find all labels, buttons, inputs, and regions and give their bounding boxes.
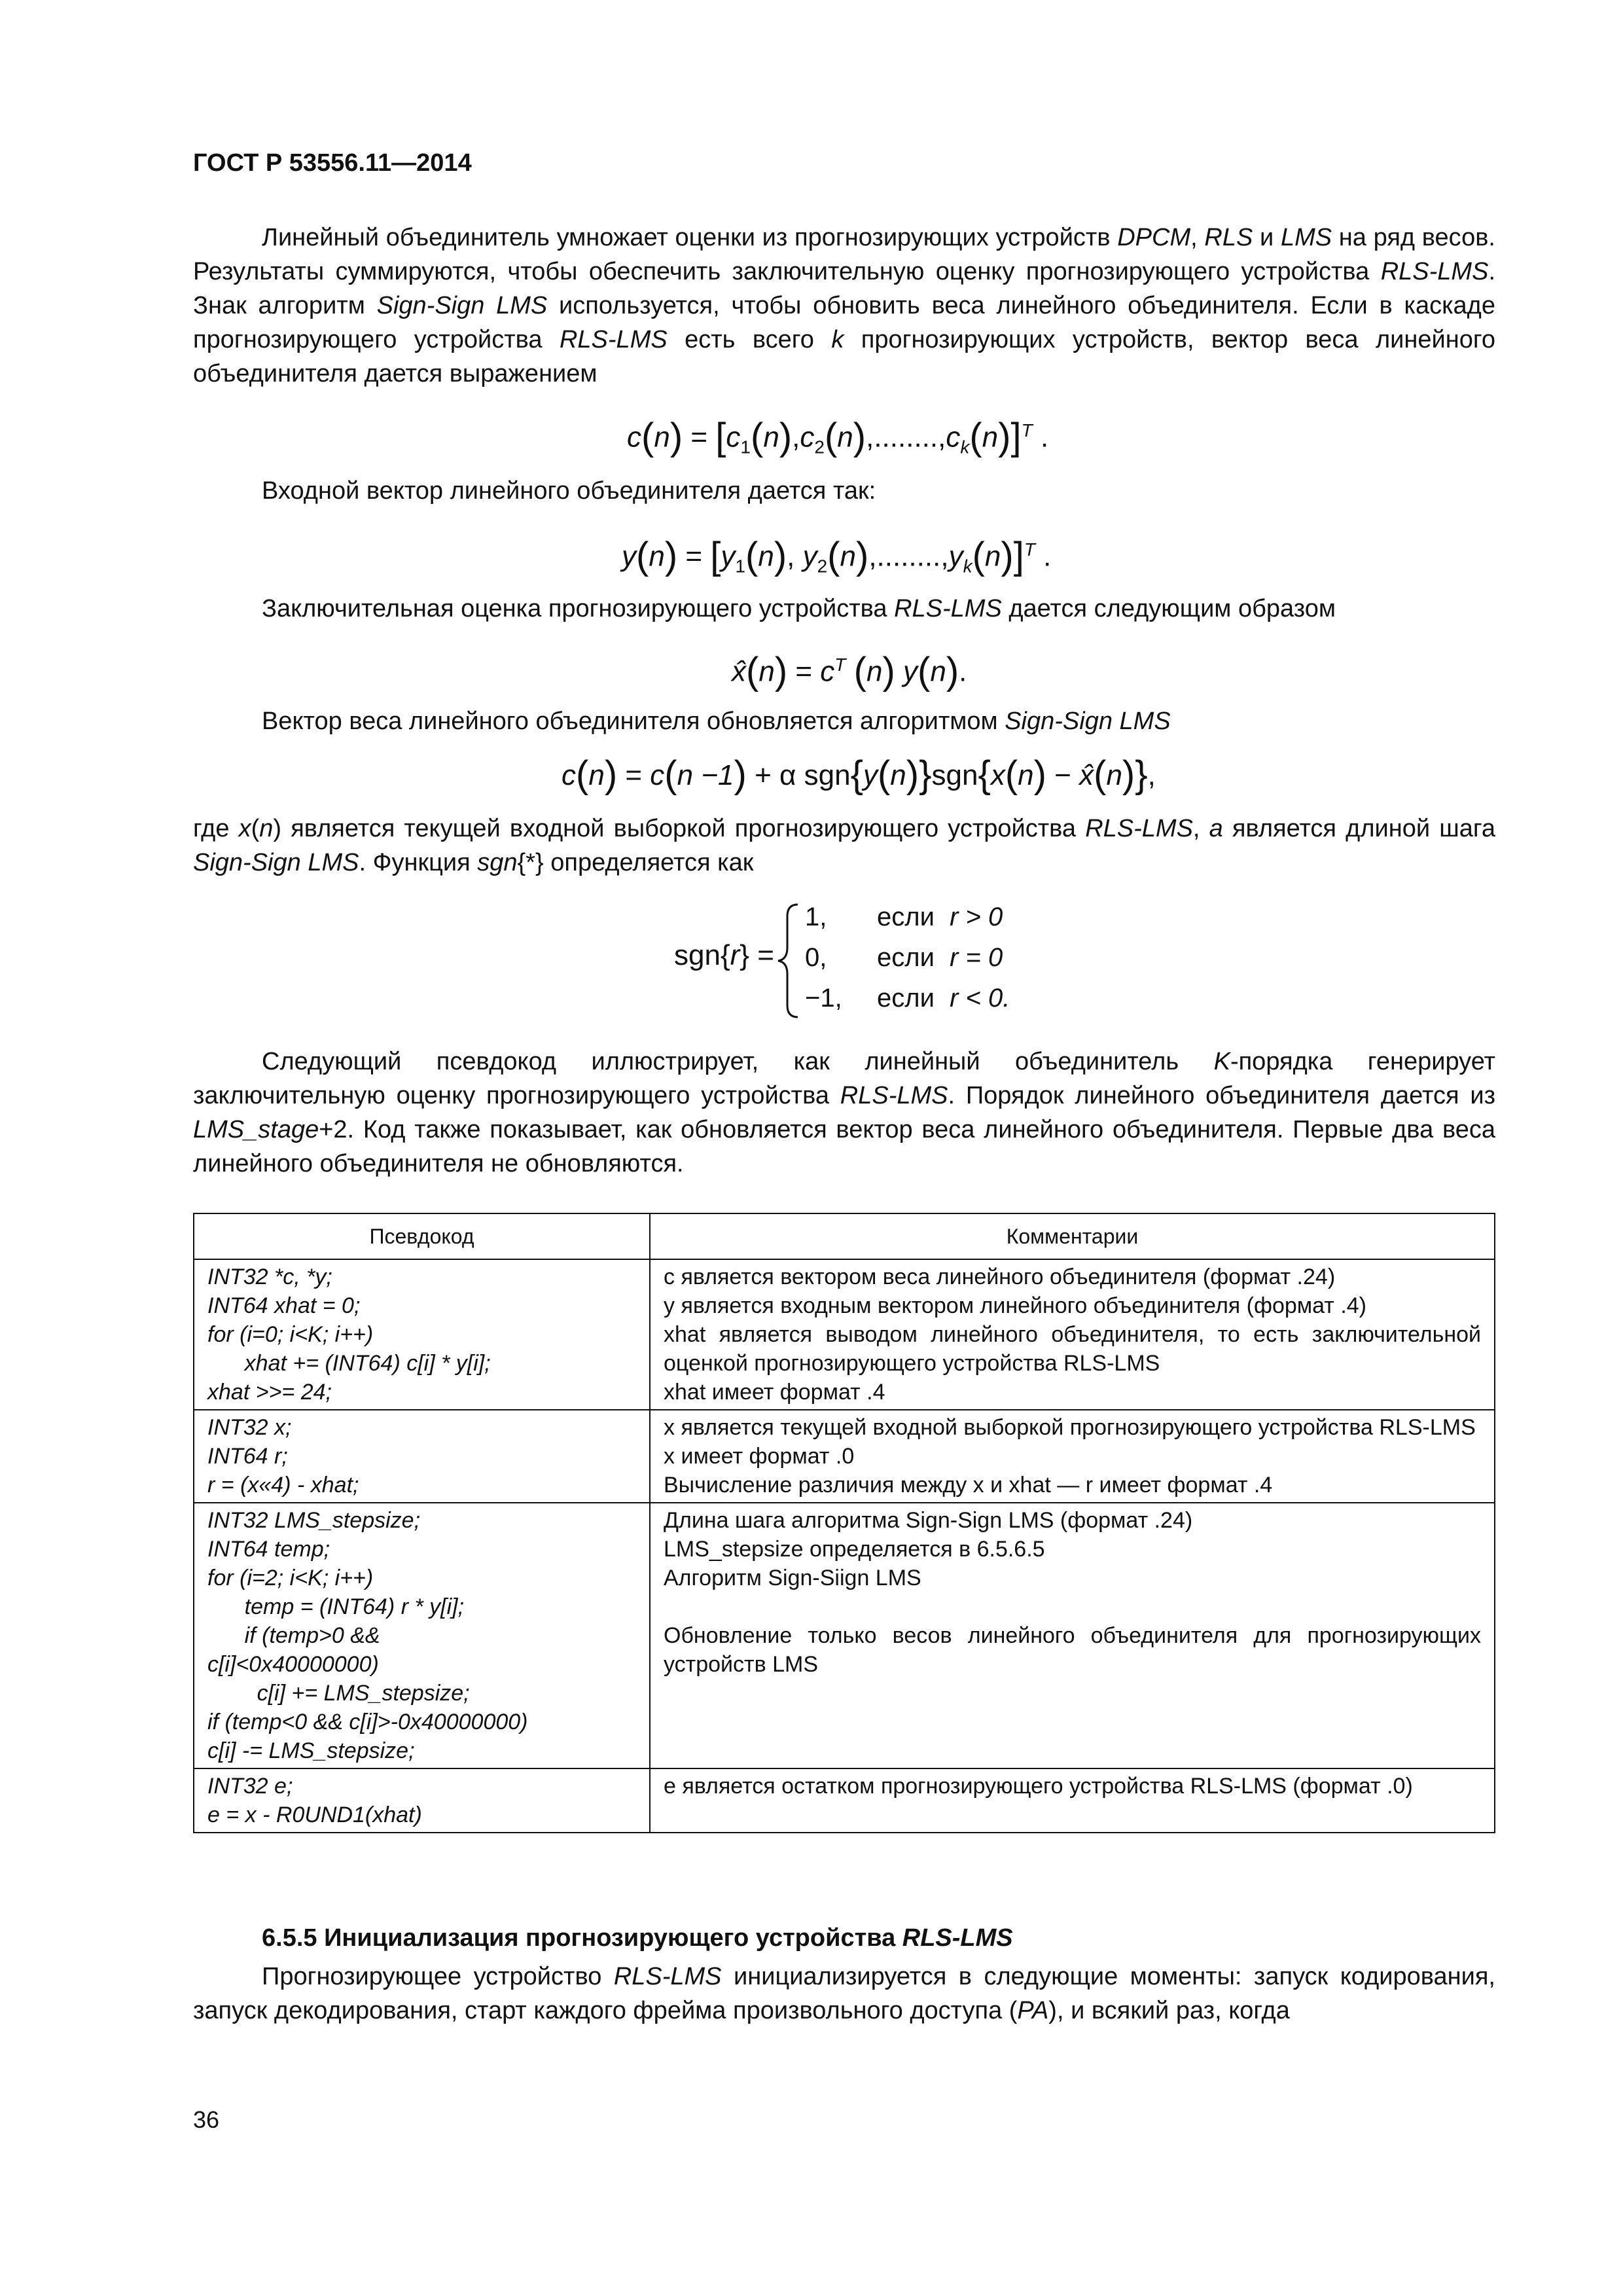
text: n bbox=[259, 815, 274, 842]
pseudocode-table bbox=[193, 1213, 1495, 1833]
text: если bbox=[877, 943, 935, 972]
text: n bbox=[654, 421, 670, 454]
text: x̂ bbox=[732, 655, 746, 688]
text: c bbox=[627, 421, 641, 454]
text: LMS_stage bbox=[193, 1116, 319, 1143]
text: ( bbox=[251, 815, 260, 842]
case-row-1 bbox=[805, 897, 1010, 937]
code-line: c[i] -= LMS_stepsize; bbox=[207, 1738, 415, 1763]
code-line: INT64 xhat = 0; bbox=[207, 1293, 361, 1318]
section-heading bbox=[262, 1924, 1013, 1952]
text: ), и всякий раз, когда bbox=[1048, 1997, 1290, 2024]
text: y bbox=[948, 540, 963, 573]
table-row bbox=[194, 1259, 1495, 1410]
code-line: INT32 e; bbox=[207, 1774, 293, 1799]
text: RLS-LMS bbox=[894, 595, 1002, 622]
code-line: INT64 temp; bbox=[207, 1537, 330, 1562]
text: . Функция bbox=[359, 849, 478, 876]
text: sgn{ bbox=[674, 939, 730, 971]
formula-weight-update: c(n) = c(n −1) + α sgn{y(n)}sgn{x(n) − x̂(n)}, bbox=[562, 753, 1156, 796]
text: n bbox=[930, 655, 946, 688]
code-line: r = (x«4) - xhat; bbox=[207, 1473, 359, 1498]
text: Sign-Sign LMS bbox=[193, 849, 359, 876]
text: RLS-LMS bbox=[840, 1082, 948, 1109]
text: x̂ bbox=[1079, 759, 1094, 791]
text: x bbox=[238, 815, 251, 842]
text: является длиной шага bbox=[1222, 815, 1495, 842]
text: Заключительная оценка прогнозирующего устройства bbox=[262, 595, 895, 622]
formula-input-vector: $y(n) = [y_1(n)$, $y_2(n),........,y_k(n)]^T$ . bbox=[622, 534, 1052, 577]
comment-cell bbox=[650, 1503, 1495, 1768]
text: + α sgn bbox=[755, 759, 851, 791]
text: . Порядок линейного объединителя дается из bbox=[948, 1082, 1495, 1109]
text: если bbox=[877, 984, 935, 1013]
text: r < 0. bbox=[950, 984, 1010, 1013]
comment-line: Вычисление различия между x и xhat — r имеет формат .4 bbox=[664, 1473, 1273, 1498]
text: n bbox=[758, 655, 775, 688]
code-line: xhat += (INT64) c[i] * y[i]; bbox=[207, 1351, 491, 1376]
paragraph-4 bbox=[262, 704, 1171, 738]
code-line: temp = (INT64) r * y[i]; bbox=[207, 1594, 465, 1619]
text: r > 0 bbox=[950, 903, 1003, 931]
text: 1 bbox=[740, 437, 751, 457]
text: 1 bbox=[735, 556, 745, 577]
text: −1, bbox=[805, 984, 842, 1013]
text: , bbox=[1192, 815, 1209, 842]
text: r bbox=[730, 939, 740, 971]
comment-line bbox=[664, 1592, 1481, 1621]
text: n bbox=[866, 655, 883, 688]
column-header-pseudocode: Псевдокод bbox=[194, 1213, 650, 1259]
text: , bbox=[1190, 224, 1205, 251]
text: RLS-LMS bbox=[613, 1963, 722, 1990]
code-line: if (temp>0 && bbox=[207, 1623, 380, 1648]
paragraph-1 bbox=[193, 221, 1495, 391]
code-cell bbox=[194, 1503, 650, 1768]
text: n bbox=[588, 759, 605, 791]
code-line: INT64 r; bbox=[207, 1444, 288, 1469]
code-line: INT32 *c, *y; bbox=[207, 1265, 332, 1289]
comment-line: e является остатком прогнозирующего устройства RLS-LMS (формат .0) bbox=[664, 1774, 1413, 1799]
comment-line: x имеет формат .0 bbox=[664, 1444, 855, 1469]
formula-final-estimate: x̂(n) = $c^T$ (n) y(n). bbox=[732, 649, 967, 692]
code-line: c[i]<0x40000000) bbox=[207, 1652, 379, 1677]
comment-line: Алгоритм Sign-Siign LMS bbox=[664, 1566, 921, 1590]
code-cell bbox=[194, 1259, 650, 1410]
text: где bbox=[193, 815, 239, 842]
text: Sign-Sign LMS bbox=[1005, 708, 1171, 735]
text: RLS-LMS bbox=[1085, 815, 1193, 842]
section-title: Инициализация прогнозирующего устройства bbox=[324, 1924, 902, 1952]
text: sgn bbox=[477, 849, 518, 876]
text: есть всего bbox=[667, 326, 832, 353]
code-line: for (i=2; i<K; i++) bbox=[207, 1566, 374, 1590]
text: используется, чтобы обновить веса линейного объединителя. Если в каскаде прогнозирующего устройства bbox=[193, 292, 1495, 353]
code-cell bbox=[194, 1768, 650, 1833]
text: -порядка генерирует заключительную оценку прогнозирующего устройства bbox=[193, 1048, 1496, 1109]
table-row bbox=[194, 1503, 1495, 1768]
case-row-3 bbox=[805, 978, 1010, 1018]
text: T bbox=[1024, 539, 1035, 560]
paragraph-2: Входной вектор линейного объединителя дается так: bbox=[262, 477, 876, 505]
comment-line: xhat является выводом линейного объединителя, то есть заключительной оценкой прогнозирующего устройства RLS-LMS bbox=[664, 1322, 1481, 1376]
text: sgn bbox=[931, 759, 978, 791]
text: } = bbox=[740, 939, 774, 971]
text: c bbox=[800, 421, 815, 454]
text: ,........, bbox=[868, 540, 949, 573]
comment-line: c является вектором веса линейного объединителя (формат .24) bbox=[664, 1265, 1336, 1289]
text: LMS bbox=[1280, 224, 1332, 251]
table-row bbox=[194, 1410, 1495, 1503]
text: y bbox=[802, 540, 817, 573]
text: RLS-LMS bbox=[1380, 258, 1489, 285]
text: и bbox=[1253, 224, 1281, 251]
comment-line: Длина шага алгоритма Sign-Sign LMS (формат .24) bbox=[664, 1508, 1193, 1533]
text: если bbox=[877, 903, 935, 931]
comment-cell bbox=[650, 1410, 1495, 1503]
text: ,........, bbox=[866, 421, 946, 454]
paragraph-5 bbox=[193, 812, 1495, 880]
text: n −1 bbox=[677, 759, 734, 791]
code-line: INT32 x; bbox=[207, 1415, 292, 1440]
text: c bbox=[650, 759, 665, 791]
text: 1, bbox=[805, 903, 827, 931]
text: c bbox=[562, 759, 576, 791]
comment-line: x является текущей входной выборкой прогнозирующего устройства RLS-LMS bbox=[664, 1415, 1476, 1440]
formula-weight-vector: $c(n) = [c_1(n),c_2(n),........,c_k(n)]^T$ . bbox=[627, 415, 1049, 458]
comment-line: LMS_stepsize определяется в 6.5.6.5 bbox=[664, 1537, 1045, 1562]
text: +2. Код также показывает, как обновляется вектор веса линейного объединителя. Первые два веса линейного объединителя не обновляются. bbox=[193, 1116, 1495, 1177]
formula-sgn-lhs bbox=[674, 936, 774, 975]
page-number: 36 bbox=[193, 2106, 220, 2133]
paragraph-6 bbox=[193, 1045, 1495, 1181]
paragraph-7 bbox=[193, 1960, 1495, 2028]
text: n bbox=[758, 540, 774, 573]
text: Sign-Sign LMS bbox=[376, 292, 548, 319]
text: c bbox=[820, 655, 835, 688]
comment-line: y является входным вектором линейного объединителя (формат .4) bbox=[664, 1293, 1367, 1318]
text: n bbox=[890, 759, 906, 791]
text: k bbox=[831, 326, 844, 353]
comment-line: Обновление только весов линейного объединителя для прогнозирующих устройств LMS bbox=[664, 1623, 1481, 1677]
text: инициализируется в следующие моменты: запуск кодирования, запуск декодирования, старт каждого фрейма произвольного доступа ( bbox=[193, 1963, 1495, 2024]
text: прогнозирующих устройств, вектор веса линейного объединителя дается выражением bbox=[193, 326, 1495, 387]
text: n bbox=[763, 421, 779, 454]
text: RLS bbox=[1204, 224, 1253, 251]
text: Следующий псевдокод иллюстрирует, как линейный объединитель bbox=[262, 1048, 1214, 1075]
text: на ряд весов. Результаты суммируются, чтобы обеспечить заключительную оценку прогнозирующего устройства bbox=[193, 224, 1495, 285]
text: Вектор веса линейного объединителя обновляется алгоритмом bbox=[262, 708, 1005, 735]
code-cell bbox=[194, 1410, 650, 1503]
text: y bbox=[903, 655, 918, 688]
cases-brace-icon bbox=[776, 902, 802, 1020]
code-line: if (temp<0 && c[i]>-0x40000000) bbox=[207, 1710, 528, 1734]
document-header: ГОСТ Р 53556.11—2014 bbox=[193, 149, 472, 177]
text: n bbox=[840, 540, 856, 573]
text: K bbox=[1213, 1048, 1230, 1075]
text: n bbox=[1018, 759, 1034, 791]
text: y bbox=[721, 540, 736, 573]
paragraph-3 bbox=[262, 592, 1336, 626]
text: n bbox=[837, 421, 853, 454]
text: x bbox=[990, 759, 1005, 791]
comment-cell bbox=[650, 1768, 1495, 1833]
section-number: 6.5.5 bbox=[262, 1924, 317, 1952]
text: n bbox=[982, 421, 999, 454]
text: c bbox=[726, 421, 741, 454]
text: PA bbox=[1017, 1997, 1049, 2024]
text: ) является текущей входной выборкой прогнозирующего устройства bbox=[273, 815, 1086, 842]
text: 0, bbox=[805, 943, 827, 972]
text: . Знак алгоритм bbox=[193, 258, 1495, 319]
text: 2 bbox=[814, 437, 825, 457]
text: Прогнозирующее устройство bbox=[262, 1963, 614, 1990]
text: n bbox=[1106, 759, 1122, 791]
sgn-cases bbox=[805, 897, 1010, 1018]
code-line: for (i=0; i<K; i++) bbox=[207, 1322, 374, 1347]
code-line: c[i] += LMS_stepsize; bbox=[207, 1681, 470, 1706]
text: RLS-LMS bbox=[559, 326, 668, 353]
text: дается следующим образом bbox=[1001, 595, 1336, 622]
text: T bbox=[834, 655, 846, 675]
code-line: INT32 LMS_stepsize; bbox=[207, 1508, 421, 1533]
text: y bbox=[622, 540, 636, 573]
code-line: xhat >>= 24; bbox=[207, 1380, 332, 1405]
text: 2 bbox=[817, 556, 828, 577]
text: k bbox=[960, 437, 970, 457]
text: DPCM bbox=[1117, 224, 1191, 251]
case-row-2 bbox=[805, 937, 1010, 978]
text: r = 0 bbox=[950, 943, 1003, 972]
text: y bbox=[863, 759, 878, 791]
text: {*} определяется как bbox=[517, 849, 754, 876]
code-line: e = x - R0UND1(xhat) bbox=[207, 1803, 422, 1827]
comment-line: xhat имеет формат .4 bbox=[664, 1380, 885, 1405]
text: Линейный объединитель умножает оценки из прогнозирующих устройств bbox=[262, 224, 1118, 251]
section-title-italic: RLS-LMS bbox=[902, 1924, 1013, 1952]
text: c bbox=[946, 421, 961, 454]
table-header-row bbox=[194, 1213, 1495, 1259]
text: k bbox=[963, 556, 972, 577]
comment-cell bbox=[650, 1259, 1495, 1410]
text: n bbox=[649, 540, 665, 573]
text: T bbox=[1021, 420, 1033, 440]
text: a bbox=[1209, 815, 1223, 842]
text: n bbox=[984, 540, 1001, 573]
table-row bbox=[194, 1768, 1495, 1833]
column-header-comments: Комментарии bbox=[650, 1213, 1495, 1259]
